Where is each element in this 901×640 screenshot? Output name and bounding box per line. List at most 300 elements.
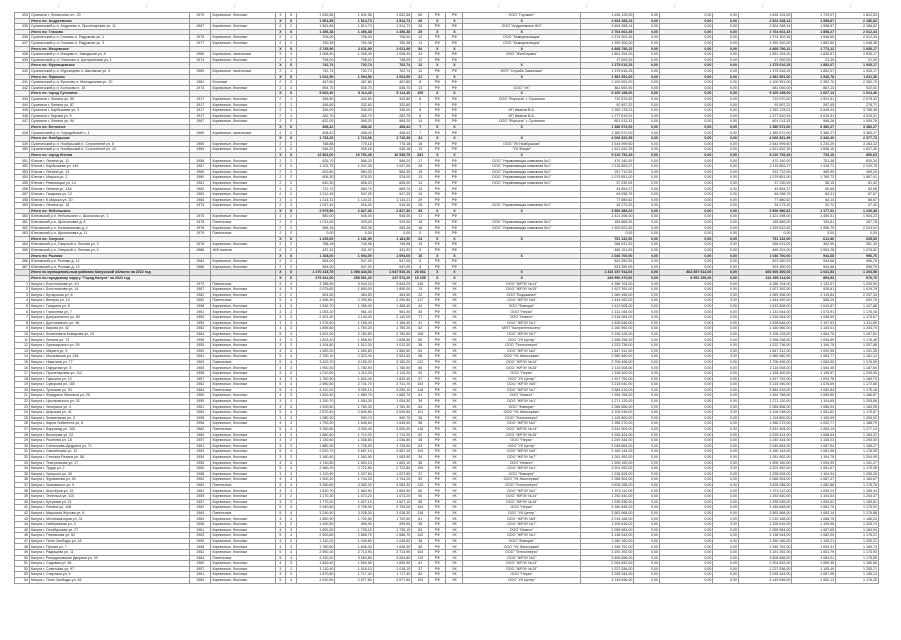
cell-num: 461 <box>15 219 30 225</box>
cell-s2: 0,00 <box>634 147 660 153</box>
cell-a3: 578,00 <box>373 175 411 181</box>
cell-fl: 3 <box>275 438 286 444</box>
cell-s5: 2 544 999,60 <box>738 141 791 147</box>
cell-a2: 2 677,60 <box>335 577 373 583</box>
cell-s1: 1 927 392,00 <box>580 287 633 293</box>
cell-type: Панельные <box>211 555 275 561</box>
cell-s4: 0,00 <box>713 359 739 365</box>
cell-fl: X <box>275 74 286 80</box>
cell-type: Кирпичные, блочные <box>211 443 275 449</box>
cell-s2: 0,00 <box>634 242 660 248</box>
cell-t2: УК <box>446 298 463 304</box>
cell-fl: X <box>275 136 286 142</box>
cell-s1: 155 866,00 <box>580 219 633 225</box>
cell-s2: 0,00 <box>634 522 660 528</box>
cell-a1: 722,70 <box>296 186 334 192</box>
cell-s6: 1 081,67 <box>792 466 836 472</box>
cell-addr: Юхнов г, Гагарина ул, 12 <box>29 192 189 198</box>
cell-t2: УК <box>446 471 463 477</box>
cell-t1: РФ <box>429 326 446 332</box>
cell-s5: 1 935 936,00 <box>738 499 791 505</box>
cell-a1: 2 900,80 <box>296 533 334 539</box>
cell-addr: Юхновский р-н, Рыляки д, 13 <box>29 264 189 270</box>
cell-p: 41 <box>412 320 429 326</box>
cell-org: X <box>463 18 580 24</box>
cell-s2: 0,00 <box>634 130 660 136</box>
cell-year: 1958 <box>190 421 211 427</box>
cell-s5: 523 350,00 <box>738 264 791 270</box>
cell-s5: 465 101,00 <box>738 247 791 253</box>
cell-addr: Калуга г, Ленина ул, 108 <box>29 505 189 511</box>
cell-s3: 0,00 <box>659 40 712 46</box>
cell-a3: 916,30 <box>373 203 411 209</box>
cell-addr: Калуга г, Тульская ул, 93 <box>29 387 189 393</box>
cell-a1: 1 880,30 <box>296 443 334 449</box>
cell-t1: РФ <box>429 214 446 220</box>
cell-en: 3 <box>286 477 297 483</box>
cell-addr: Калуга г, Венеры ул, 10 <box>29 298 189 304</box>
cell-en: X <box>286 208 297 214</box>
cell-s5: 3 706 496,00 <box>738 359 791 365</box>
cell-org: ИП Иванов В.А. <box>463 113 580 119</box>
cell-s2: 0,00 <box>634 74 660 80</box>
cell-t2: РФ <box>446 119 463 125</box>
cell-s6: 0,00 <box>792 231 836 237</box>
cell-s4: 0,00 <box>713 494 739 500</box>
cell-year: 1961 <box>190 443 211 449</box>
cell-t1: X <box>429 46 446 52</box>
cell-s5: 1 271 120,00 <box>738 398 791 404</box>
cell-s3: 0,00 <box>659 387 712 393</box>
cell-a1: 1 760,90 <box>296 376 334 382</box>
cell-s3: 0,00 <box>659 147 712 153</box>
cell-a1: 1 270 418,75 <box>296 270 334 276</box>
cell-p: 44 <box>412 303 429 309</box>
cell-a1: 2 940,60 <box>296 505 334 511</box>
cell-s6: 1 104,75 <box>792 454 836 460</box>
cell-num: 21 <box>15 393 30 399</box>
cell-addr: Калуга г, Садовая ул, 36 <box>29 561 189 567</box>
cell-s1: 1 222 736,00 <box>580 343 633 349</box>
cell-t1: РФ <box>429 225 446 231</box>
cell-t1: X <box>429 270 446 276</box>
cell-p: 36 <box>412 415 429 421</box>
cell-year: 1976 <box>190 242 211 248</box>
cell-a3: 1 110,20 <box>373 371 411 377</box>
cell-t1: РФ <box>429 343 446 349</box>
cell-t2: РФ <box>446 264 463 270</box>
cell-s4: 0,00 <box>713 466 739 472</box>
cell-s6: 1 081,70 <box>792 505 836 511</box>
cell-addr: Калуга г, Марата ул, 9 <box>29 348 189 354</box>
cell-s3: 0,00 <box>659 410 712 416</box>
cell-fl: 3 <box>275 415 286 421</box>
cell-a3: 1 027,60 <box>373 471 411 477</box>
cell-s2: 0,00 <box>634 443 660 449</box>
cell-s1: 3 191 392,00 <box>580 550 633 556</box>
cell-s7: 1 157,81 <box>836 331 879 337</box>
cell-t1: РФ <box>429 354 446 360</box>
cell-org: ООО "ЖРЭУ №1" <box>463 398 580 404</box>
cell-en: 2 <box>286 214 297 220</box>
cell-type: Кирпичные, блочные <box>211 354 275 360</box>
cell-addr: Калуга г, Широкая ул, 41 <box>29 410 189 416</box>
cell-s2: 0,00 <box>634 499 660 505</box>
cell-fl: 5 <box>275 533 286 539</box>
cell-s1: 1 994 768,00 <box>580 393 633 399</box>
cell-s4: 0,00 <box>713 208 739 214</box>
cell-org: ООО "УК Центр" <box>463 577 580 583</box>
cell-a3: 1 690,90 <box>373 561 411 567</box>
cell-a2: 935,18 <box>335 147 373 153</box>
cell-a1: 1 870,80 <box>296 572 334 578</box>
cell-s4: 0,00 <box>713 275 739 281</box>
cell-en: 2 <box>286 192 297 198</box>
cell-t1: РФ <box>429 426 446 432</box>
cell-s2: 0,00 <box>634 113 660 119</box>
cell-p: 24 <box>412 236 429 242</box>
cell-s7: 1 176,45 <box>836 309 879 315</box>
cell-fl: 2 <box>275 186 286 192</box>
cell-s2: 0,00 <box>634 24 660 30</box>
cell-fl: 3 <box>275 13 286 19</box>
cell-year: 1969 <box>190 130 211 136</box>
cell-fl: 2 <box>275 130 286 136</box>
cell-s4: 0,00 <box>713 298 739 304</box>
cell-a1: 1 130,60 <box>296 438 334 444</box>
cell-s1: 1 281 952,00 <box>580 454 633 460</box>
cell-num: 459 <box>15 203 30 209</box>
cell-s4: 0,00 <box>713 74 739 80</box>
cell-a3: 1 036,80 <box>373 438 411 444</box>
cell-year: 1966 <box>190 197 211 203</box>
cell-en: 3 <box>286 488 297 494</box>
cell-s5: 1 581 591,00 <box>738 74 791 80</box>
cell-a3: 1 750,20 <box>373 326 411 332</box>
cell-s1: 1 100 591,00 <box>580 80 633 86</box>
cell-en: 4 <box>286 482 297 488</box>
cell-fl: 5 <box>275 354 286 360</box>
cell-s2: 0,00 <box>634 309 660 315</box>
cell-org: X <box>463 124 580 130</box>
cell-s1: 1 929 622,62 <box>580 225 633 231</box>
cell-t2: УК <box>446 477 463 483</box>
cell-num: 440 <box>15 68 30 74</box>
cell-a3: 1 054,30 <box>373 398 411 404</box>
cell-org: X <box>463 63 580 69</box>
cell-s4: 0,00 <box>713 270 739 276</box>
cell-en: 5 <box>286 13 297 19</box>
cell-type: Кирпичные, блочные <box>211 309 275 315</box>
cell-s1: 3 180 848,00 <box>580 505 633 511</box>
cell-p: 122 <box>412 359 429 365</box>
cell-num: 456 <box>15 186 30 192</box>
cell-a2: 536,70 <box>335 85 373 91</box>
cell-s6: 1 081,82 <box>792 410 836 416</box>
cell-t1: РФ <box>429 555 446 561</box>
cell-s5: 1 277 610,91 <box>738 113 791 119</box>
cell-a1: 1 013,40 <box>296 219 334 225</box>
cell-t1: РФ <box>429 147 446 153</box>
cell-s7: 856,63 <box>836 152 879 158</box>
cell-year: 1967 <box>190 287 211 293</box>
cell-en: X <box>286 46 297 52</box>
cell-t1: РФ <box>429 471 446 477</box>
cell-s5: 0,00 <box>738 231 791 237</box>
cell-s6: 1 946,60 <box>792 35 836 41</box>
cell-s5: 1 069 456,00 <box>738 292 791 298</box>
cell-type: Кирпичные, блочные <box>211 303 275 309</box>
cell-en: 2 <box>286 169 297 175</box>
cell-s1: 2 518 084,00 <box>580 315 633 321</box>
cell-type: Кирпичные, блочные <box>211 566 275 572</box>
cell-org: ООО "Горчкинг" <box>463 13 580 19</box>
cell-num: 446 <box>15 113 30 119</box>
cell-addr: Сухиничский р-н, Глазово п, Радужная ул, 3 <box>29 40 189 46</box>
cell-t1: РФ <box>429 315 446 321</box>
cell-s7: 956,76 <box>836 264 879 270</box>
cell-en: 2 <box>286 309 297 315</box>
cell-t1: РФ <box>429 242 446 248</box>
cell-s1: 2 045 664,00 <box>580 443 633 449</box>
cell-s3: 0,00 <box>659 382 712 388</box>
cell-en: X <box>286 63 297 69</box>
cell-addr: Калуга г, Ромодановские Дворики ул, 39 <box>29 555 189 561</box>
cell-t1: РФ <box>429 219 446 225</box>
cell-s3: 0,00 <box>659 85 712 91</box>
cell-p: 61 <box>412 561 429 567</box>
cell-t2: УК <box>446 449 463 455</box>
cell-p: 54 <box>412 348 429 354</box>
cell-fl: 2 <box>275 292 286 298</box>
cell-p: 8 <box>412 80 429 86</box>
cell-s1: 1 338 400,00 <box>580 371 633 377</box>
cell-s7: 1 184,67 <box>836 477 879 483</box>
cell-num: 35 <box>15 471 30 477</box>
cell-addr: Итого по: Андреевское <box>29 18 189 24</box>
cell-s3: 0,00 <box>659 46 712 52</box>
cell-fl: 4 <box>275 477 286 483</box>
cell-a2: 990,70 <box>335 415 373 421</box>
cell-en: 3 <box>286 432 297 438</box>
cell-s1: 1 262 178,01 <box>580 108 633 114</box>
cell-addr: Калуга г, Циолковского ул, 32 <box>29 398 189 404</box>
cell-s4: 0,00 <box>713 398 739 404</box>
cell-s3: 0,00 <box>659 572 712 578</box>
cell-fl: 5 <box>275 359 286 365</box>
cell-org: ООО "ЖРЭУ №7" <box>463 387 580 393</box>
cell-en: 3 <box>286 516 297 522</box>
cell-addr: Калуга г, Гагарина ул, 8 <box>29 303 189 309</box>
cell-num: 17 <box>15 371 30 377</box>
cell-s2: 0,00 <box>634 432 660 438</box>
cell-s4: 0,00 <box>713 113 739 119</box>
cell-s1: 0,00 <box>580 231 633 237</box>
cell-a2: 1 165,40 <box>335 320 373 326</box>
cell-s6: 1 088,75 <box>792 516 836 522</box>
cell-t2: РФ <box>446 242 463 248</box>
cell-year: 1961 <box>190 354 211 360</box>
cell-s1: 3 160 144,00 <box>580 449 633 455</box>
cell-s3: 0,00 <box>659 348 712 354</box>
cell-year: 1977 <box>190 40 211 46</box>
cell-s2: 0,00 <box>634 398 660 404</box>
cell-a2: 1 514,73 <box>335 18 373 24</box>
cell-num: 453 <box>15 169 30 175</box>
page-mark: ' <box>498 5 500 12</box>
cell-addr: Калуга г, Чичерина ул, 4 <box>29 404 189 410</box>
cell-a3: 484,50 <box>373 292 411 298</box>
cell-a1: 346,60 <box>296 102 334 108</box>
cell-t2: РФ <box>446 214 463 220</box>
cell-s4: 0,00 <box>713 561 739 567</box>
cell-year: 1962 <box>190 505 211 511</box>
cell-t1: X <box>429 136 446 142</box>
cell-s5: 3 563 968,00 <box>738 510 791 516</box>
cell-a2: 2 523,40 <box>335 354 373 360</box>
cell-org: ООО "Управляющая компания №1" <box>463 164 580 170</box>
cell-s7: 1 205,26 <box>836 471 879 477</box>
cell-a1: 3 001,90 <box>296 331 334 337</box>
cell-p: 31 <box>412 136 429 142</box>
cell-org: ООО "Нерис" <box>463 371 580 377</box>
cell-s7: 1 205,21 <box>836 538 879 544</box>
cell-s4: 0,00 <box>713 410 739 416</box>
cell-a3: 606,20 <box>373 180 411 186</box>
cell-fl: X <box>275 270 286 276</box>
cell-fl: 5 <box>275 298 286 304</box>
cell-a3: 1 514,73 <box>373 18 411 24</box>
cell-s3: 0,00 <box>659 57 712 63</box>
cell-a1: 1 104,80 <box>296 343 334 349</box>
cell-s6: 588,29 <box>792 298 836 304</box>
cell-fl: 2 <box>275 108 286 114</box>
cell-a1: 1 120,90 <box>296 471 334 477</box>
cell-addr: Юхновский р-н, Щелкановка д, 11 <box>29 231 189 237</box>
cell-p: 15 <box>412 186 429 192</box>
cell-s4: 0,00 <box>713 57 739 63</box>
cell-s7: 2 024,02 <box>836 225 879 231</box>
cell-s4: 0,00 <box>713 443 739 449</box>
cell-addr: Калуга г, Театральная ул, 17 <box>29 460 189 466</box>
cell-s4: 0,00 <box>713 180 739 186</box>
cell-en: 4 <box>286 505 297 511</box>
cell-s4: 0,00 <box>713 348 739 354</box>
cell-addr: Сухиничский р-н, Глинково п, Центральная ул, 1 <box>29 57 189 63</box>
cell-a1: 1 690,20 <box>296 348 334 354</box>
cell-fl: 2 <box>275 203 286 209</box>
cell-s3: 0,00 <box>659 320 712 326</box>
cell-s4: 0,00 <box>713 404 739 410</box>
cell-addr: Калуга г, Октябрьская ул, 27 <box>29 527 189 533</box>
cell-s5: 601 013,33 <box>738 119 791 125</box>
cell-t1: РФ <box>429 68 446 74</box>
cell-en: 2 <box>286 180 297 186</box>
cell-a3: 702,74 <box>373 68 411 74</box>
cell-year: 1956 <box>190 337 211 343</box>
cell-year: 1964 <box>190 555 211 561</box>
cell-s4: 0,00 <box>713 236 739 242</box>
cell-en: 2 <box>286 197 297 203</box>
cell-year: 1962 <box>190 477 211 483</box>
cell-year: 1917 <box>190 96 211 102</box>
cell-s7: 1 186,87 <box>836 393 879 399</box>
cell-s6: 1 105,57 <box>792 371 836 377</box>
cell-s4: 0,00 <box>713 214 739 220</box>
cell-s2: 0,00 <box>634 46 660 52</box>
cell-en: 3 <box>286 376 297 382</box>
cell-s4: 0,00 <box>713 52 739 58</box>
cell-addr: Калуга г, Космонавта Комарова ул, 24 <box>29 331 189 337</box>
cell-s4: 0,00 <box>713 175 739 181</box>
cell-s6: 1 089,35 <box>792 561 836 567</box>
cell-fl: 3 <box>275 320 286 326</box>
cell-addr: Итого по: город Юхнов <box>29 152 189 158</box>
cell-a1: 1 225,60 <box>296 236 334 242</box>
cell-a2: 1 456,40 <box>335 303 373 309</box>
cell-org: X <box>463 136 580 142</box>
cell-en: 2 <box>286 566 297 572</box>
cell-s5: 2 604 268,14 <box>738 18 791 24</box>
cell-s1: 1 380 572,00 <box>580 124 633 130</box>
cell-a1: 2 750,10 <box>296 354 334 360</box>
cell-addr: Калуга г, Урицкого ул, 30 <box>29 471 189 477</box>
cell-en: 2 <box>286 264 297 270</box>
cell-addr: Калуга г, Пушкина ул, 10 <box>29 376 189 382</box>
cell-s1: 3 628 288,00 <box>580 482 633 488</box>
cell-t1: РФ <box>429 443 446 449</box>
cell-s1: 2 115 853,27 <box>580 164 633 170</box>
cell-a2: 2 668,70 <box>335 533 373 539</box>
cell-a2: 702,74 <box>335 68 373 74</box>
cell-a3: 247 974,20 <box>373 275 411 281</box>
cell-t1: РФ <box>429 387 446 393</box>
cell-t2: УК <box>446 550 463 556</box>
cell-p: 37 <box>412 471 429 477</box>
cell-t2: УК <box>446 454 463 460</box>
cell-a3: 2 741,70 <box>373 382 411 388</box>
cell-a2: 3 064,80 <box>335 555 373 561</box>
cell-num: 8 <box>15 320 30 326</box>
cell-a3: 1 600,10 <box>373 460 411 466</box>
cell-s1: 1 521 832,39 <box>580 147 633 153</box>
cell-s1: 2 035 344,00 <box>580 572 633 578</box>
cell-fl: 3 <box>275 494 286 500</box>
cell-s3: 0,00 <box>659 158 712 164</box>
cell-s3: 0,00 <box>659 264 712 270</box>
cell-s3: 0,00 <box>659 13 712 19</box>
cell-s7: 1 189,81 <box>836 499 879 505</box>
cell-addr: Калуга г, Бутырская ул, 6 <box>29 292 189 298</box>
cell-s5: 1 260 160,00 <box>738 538 791 544</box>
cell-num: 462 <box>15 225 30 231</box>
cell-num: 460 <box>15 214 30 220</box>
cell-en: 2 <box>286 454 297 460</box>
cell-en: 3 <box>286 315 297 321</box>
cell-a2: 3 028,30 <box>335 510 373 516</box>
cell-s6: 1 087,47 <box>792 477 836 483</box>
cell-a2: 1 632,56 <box>335 13 373 19</box>
cell-s7: 1 107,88 <box>836 303 879 309</box>
cell-s1: 3 506 986,62 <box>580 208 633 214</box>
cell-s4: 0,00 <box>713 315 739 321</box>
cell-s7: 1 181,14 <box>836 354 879 360</box>
cell-t1: X <box>429 74 446 80</box>
cell-a2: 999,90 <box>335 522 373 528</box>
cell-type: Кирпичные, блочные <box>211 522 275 528</box>
cell-t1: РФ <box>429 158 446 164</box>
cell-type: Панельные <box>211 482 275 488</box>
